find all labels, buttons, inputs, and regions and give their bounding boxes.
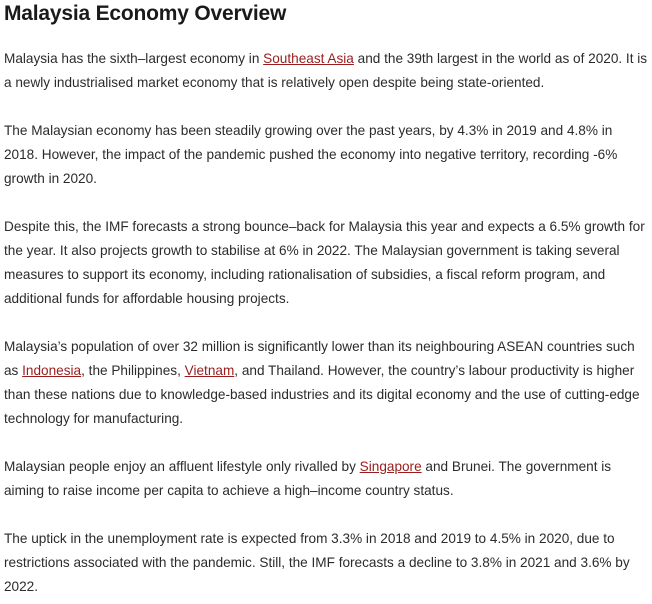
paragraph-unemployment: The uptick in the unemployment rate is expected from 3.3% in 2018 and 2019 to 4.5% in 2020, due to restrictions associated with the pandemic. Still, the IMF forecasts a decline to 3.8% in 2021 and 3.6% by 2022. <box>4 531 630 594</box>
paragraph-growth: The Malaysian economy has been steadily growing over the past years, by 4.3% in 2019 and 4.8% in 2018. However, the impact of the pandemic pushed the economy into negative territory, recording -6% growth in 2020. <box>4 123 618 186</box>
paragraph-text: Malaysia has the sixth–largest economy in <box>4 51 264 66</box>
paragraph-text: Malaysia’s population of over 32 million is significantly lower than its neighbouring ASEAN countries such as <box>4 339 635 378</box>
paragraph-text: and Brunei. The government is aiming to raise income per capita to achieve a high–income country status. <box>4 459 612 498</box>
paragraph-text: Malaysian people enjoy an affluent lifestyle only rivalled by <box>4 459 360 474</box>
link-southeast-asia[interactable]: Southeast Asia <box>263 51 354 66</box>
paragraph-lifestyle <box>4 455 650 503</box>
paragraph-imf-forecast: Despite this, the IMF forecasts a strong bounce–back for Malaysia this year and expects a 6.5% growth for the year. It also projects growth to stabilise at 6% in 2022. The Malaysian government is taking several measures to support its economy, including rationalisation of subsidies, a fiscal reform program, and additional funds for affordable housing projects. <box>4 219 645 306</box>
link-singapore[interactable]: Singapore <box>359 459 422 474</box>
paragraph-text: , and Thailand. However, the country’s labour productivity is higher than these nations due to knowledge-based industries and its digital economy and the use of cutting-edge technology for manufacturing. <box>4 363 640 426</box>
article <box>4 0 650 594</box>
link-vietnam[interactable]: Vietnam <box>184 363 235 378</box>
paragraph-population <box>4 335 650 431</box>
paragraph-text: and the 39th largest in the world as of 2020. It is a newly industrialised market economy that is relatively open despite being state-oriented. <box>4 51 648 90</box>
page-title: Malaysia Economy Overview <box>4 2 287 25</box>
paragraph-intro <box>4 47 650 95</box>
paragraph-text: , the Philippines, <box>81 363 185 378</box>
link-indonesia[interactable]: Indonesia <box>22 363 82 378</box>
